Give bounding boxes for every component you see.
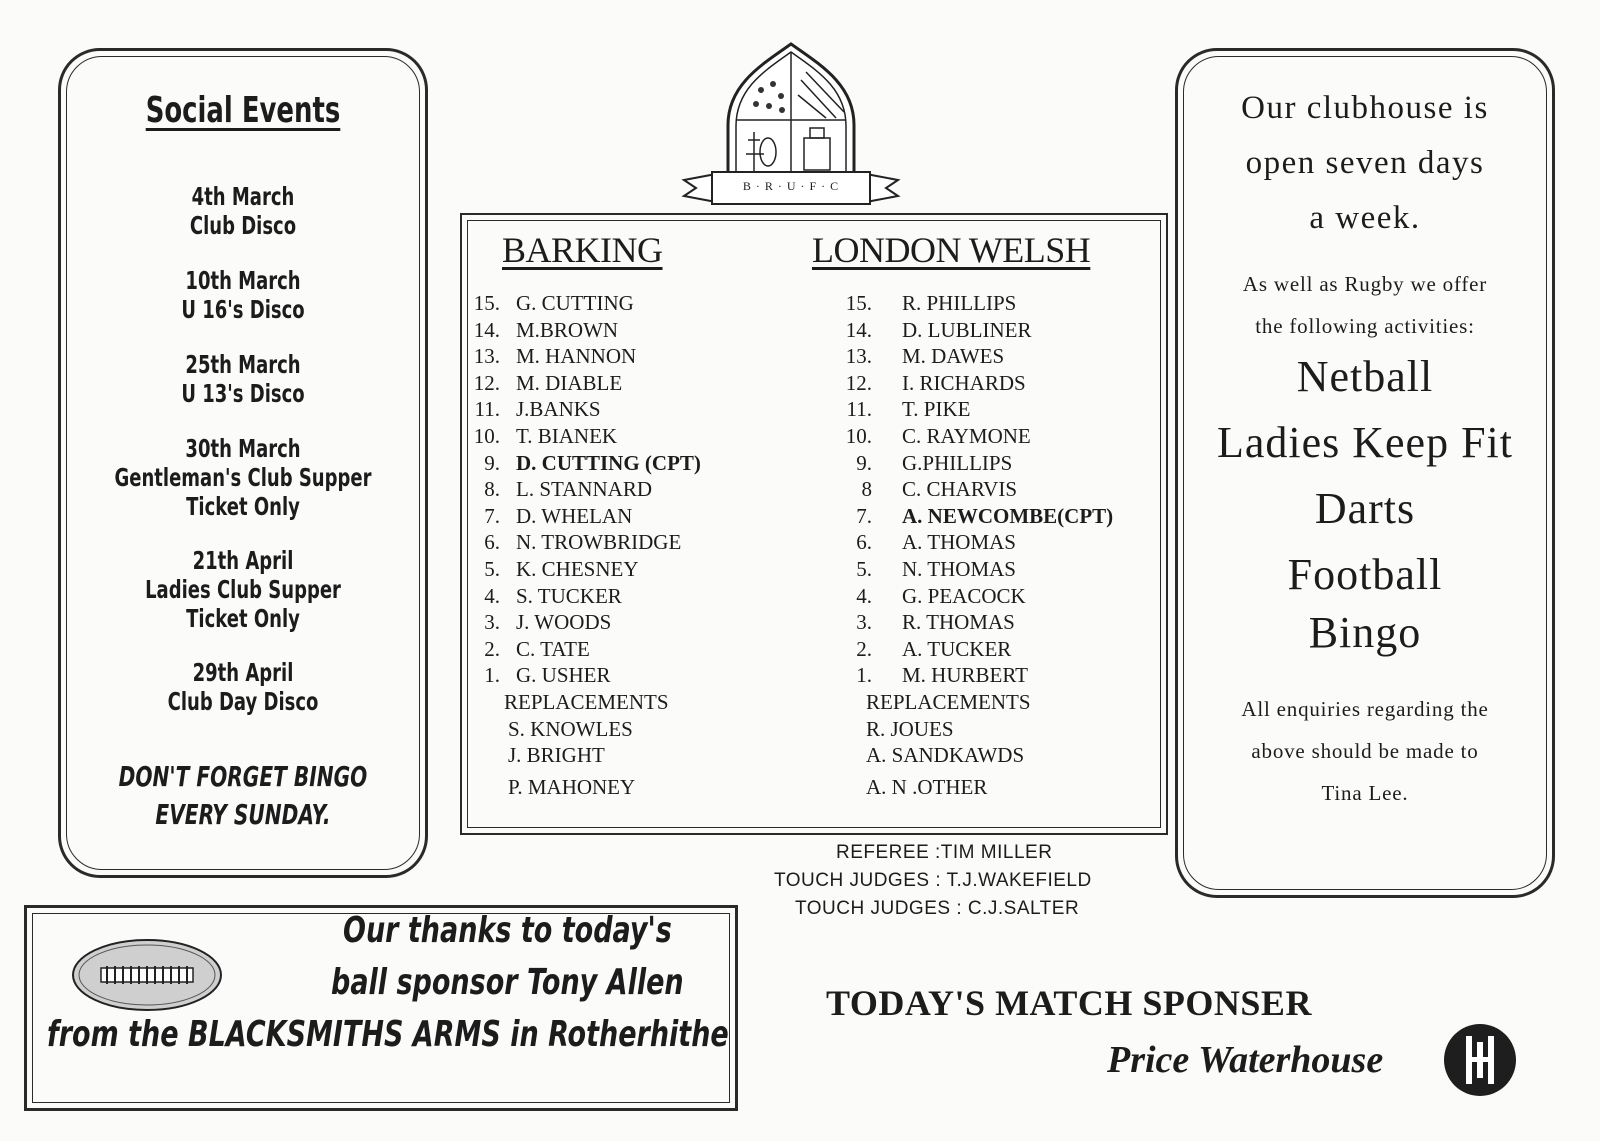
player-number: 2.	[856, 636, 872, 661]
player-number: 15.	[845, 291, 872, 315]
player-name: K. CHESNEY	[516, 557, 639, 581]
player-number: 8	[861, 477, 872, 502]
event-detail: U 16's Disco	[181, 295, 305, 324]
player-name: L. STANNARD	[516, 477, 652, 502]
social-event	[81, 266, 405, 324]
player-name: M. HANNON	[516, 344, 637, 369]
ball-sponsor-box	[24, 905, 738, 1111]
player-number: 5.	[856, 557, 872, 581]
player-number: 12.	[845, 370, 872, 395]
social-event	[81, 350, 405, 408]
event-date: 29th April	[192, 658, 294, 687]
activity-item: Netball	[1296, 352, 1434, 401]
player-name: M.BROWN	[516, 317, 619, 342]
player-number: 7.	[856, 503, 872, 528]
player-number: 5.	[484, 557, 500, 581]
player-number: 11.	[474, 397, 500, 422]
event-detail: U 13's Disco	[181, 379, 305, 408]
social-events-panel	[58, 48, 428, 878]
event-detail: Ticket Only	[186, 604, 300, 633]
replacement-player: S. KNOWLES	[508, 717, 633, 741]
player-number: 8.	[484, 477, 500, 502]
player-number: 9.	[484, 450, 500, 475]
player-name: R. PHILLIPS	[902, 291, 1017, 315]
player-name: C. RAYMONE	[902, 424, 1031, 448]
player-number: 12.	[473, 370, 500, 395]
player-number: 10.	[473, 424, 500, 448]
social-event	[81, 658, 405, 716]
player-number: 3.	[856, 610, 872, 635]
bingo-reminder	[81, 758, 405, 834]
match-sponsor-name: Price Waterhouse	[1107, 1039, 1384, 1081]
away-team-name: LONDON WELSH	[812, 230, 1091, 270]
player-name: A. TUCKER	[902, 636, 1012, 661]
bingo-reminder-line1: DON'T FORGET BINGO	[118, 760, 368, 793]
player-name: R. THOMAS	[902, 610, 1015, 635]
player-number: 6.	[484, 530, 500, 555]
clubhouse-line-3: a week.	[1309, 200, 1421, 236]
event-detail: Club Disco	[189, 211, 297, 240]
referee: REFEREE :TIM MILLER	[836, 842, 1053, 863]
player-number: 7.	[484, 503, 500, 528]
player-name: J.BANKS	[516, 397, 601, 422]
ball-sponsor-line-3: from the BLACKSMITHS ARMS in Rotherhithe	[47, 1014, 729, 1055]
event-detail: Ticket Only	[186, 492, 300, 521]
social-event	[81, 434, 405, 521]
activity-item: Darts	[1314, 484, 1416, 533]
player-name: G. CUTTING	[516, 291, 634, 315]
clubhouse-panel	[1175, 48, 1555, 898]
player-name: A. THOMAS	[902, 530, 1016, 555]
player-name: M. DAWES	[902, 344, 1005, 369]
event-date: 4th March	[191, 182, 295, 211]
player-number: 1.	[856, 663, 872, 688]
team-sheet	[460, 213, 1168, 835]
rugby-ball-icon	[71, 938, 223, 1012]
replacement-player: P. MAHONEY	[508, 775, 636, 799]
match-sponsor-heading: TODAY'S MATCH SPONSER	[826, 983, 1312, 1023]
player-number: 13.	[473, 344, 500, 369]
player-number: 15.	[473, 291, 500, 315]
home-replacements-heading: REPLACEMENTS	[504, 690, 669, 714]
event-date: 21th April	[192, 546, 294, 575]
activity-item: Football	[1287, 550, 1443, 599]
enquiry-line-2: above should be made to	[1251, 739, 1479, 763]
activity-item: Ladies Keep Fit	[1216, 418, 1514, 467]
sponsor-logo-icon	[1442, 1022, 1518, 1098]
social-event	[81, 182, 405, 240]
player-name: T. BIANEK	[516, 424, 618, 448]
replacement-player: A. SANDKAWDS	[866, 743, 1025, 767]
player-name: T. PIKE	[902, 397, 971, 422]
player-number: 14.	[845, 317, 872, 342]
player-number: 2.	[484, 636, 500, 661]
replacement-player: J. BRIGHT	[508, 743, 605, 767]
event-date: 25th March	[185, 350, 301, 379]
player-number: 3.	[484, 610, 500, 635]
home-team-name: BARKING	[502, 230, 663, 270]
player-name: G.PHILLIPS	[902, 450, 1013, 475]
player-name: G. PEACOCK	[902, 583, 1026, 608]
touch-judge-2: TOUCH JUDGES : C.J.SALTER	[795, 898, 1080, 919]
player-number: 13.	[845, 344, 872, 369]
player-number: 1.	[484, 663, 500, 688]
enquiry-line-3: Tina Lee.	[1321, 781, 1409, 805]
event-detail: Club Day Disco	[167, 687, 319, 716]
player-name: G. USHER	[516, 663, 611, 688]
player-name: I. RICHARDS	[902, 370, 1026, 395]
player-number: 14.	[473, 317, 500, 342]
offer-line-1: As well as Rugby we offer	[1242, 272, 1488, 296]
event-detail: Ladies Club Supper	[145, 575, 341, 604]
player-name: C. CHARVIS	[902, 477, 1018, 502]
player-number: 11.	[846, 397, 872, 422]
player-number: 6.	[856, 530, 872, 555]
player-name: D. LUBLINER	[902, 317, 1032, 342]
bingo-reminder-line2: EVERY SUNDAY.	[155, 798, 331, 831]
player-name: N. THOMAS	[902, 557, 1016, 581]
crest-banner-text: B · R · U · F · C	[742, 179, 840, 193]
player-name: M. DIABLE	[516, 370, 623, 395]
social-event	[81, 546, 405, 633]
clubhouse-line-1: Our clubhouse is	[1241, 90, 1489, 126]
player-name: M. HURBERT	[902, 663, 1028, 688]
ball-sponsor-line-1: Our thanks to today's	[343, 910, 672, 951]
clubhouse-line-2: open seven days	[1245, 145, 1485, 181]
ball-sponsor-line-2: ball sponsor Tony Allen	[331, 962, 684, 1003]
club-crest	[676, 40, 906, 210]
player-number: 4.	[856, 583, 872, 608]
player-name: D. WHELAN	[516, 503, 633, 528]
player-name: A. NEWCOMBE(CPT)	[902, 503, 1114, 528]
player-number: 10.	[845, 424, 872, 448]
social-events-title: Social Events	[145, 90, 341, 131]
player-number: 4.	[484, 583, 500, 608]
player-name: N. TROWBRIDGE	[516, 530, 682, 555]
away-replacements-heading: REPLACEMENTS	[866, 690, 1031, 714]
player-number: 9.	[856, 450, 872, 475]
touch-judge-1: TOUCH JUDGES : T.J.WAKEFIELD	[774, 870, 1092, 891]
player-name: J. WOODS	[516, 610, 612, 635]
activity-item: Bingo	[1308, 608, 1422, 657]
event-detail: Gentleman's Club Supper	[114, 463, 372, 492]
player-name: C. TATE	[516, 636, 590, 661]
replacement-player: A. N .OTHER	[866, 775, 988, 799]
replacement-player: R. JOUES	[866, 717, 954, 741]
enquiry-line-1: All enquiries regarding the	[1241, 697, 1489, 721]
offer-line-2: the following activities:	[1255, 314, 1475, 338]
event-date: 10th March	[185, 266, 301, 295]
player-name: S. TUCKER	[516, 583, 622, 608]
player-name: D. CUTTING (CPT)	[516, 450, 701, 475]
event-date: 30th March	[185, 434, 301, 463]
